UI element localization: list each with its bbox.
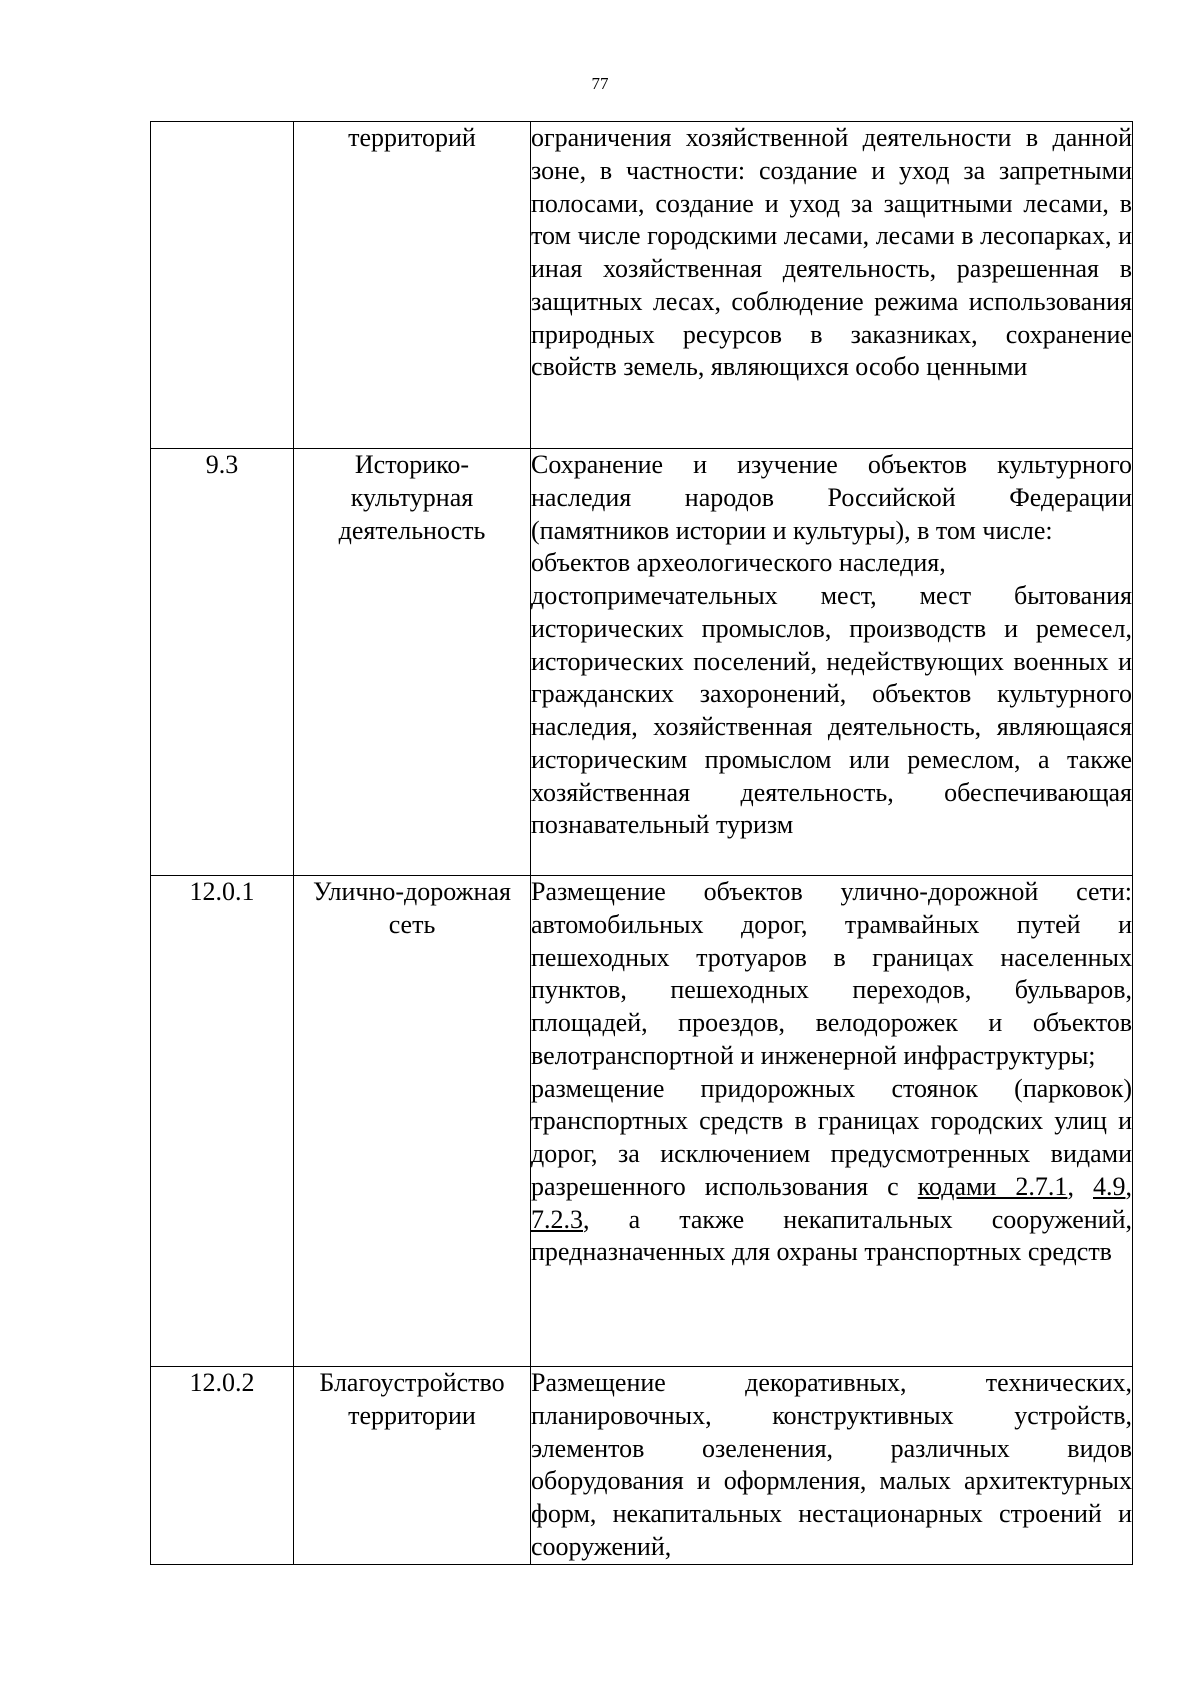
description-paragraph: ограничения хозяйственной деятельности в данной зоне, в частности: создание и уход за запретными полосами, создание и уход за защитными лесами, в том числе городскими лесами, лесами в лесопарках, и иная хозяйственная деятельность, разрешенная в защитных лесах, соблюдение режима использования природных ресурсов в заказниках, сохранение свойств земель, являющихся особо ценными	[531, 123, 1132, 382]
separator-text: ,	[1125, 1171, 1132, 1201]
description-paragraph: Размещение объектов улично-дорожной сети: автомобильных дорог, трамвайных путей и пешеходных тротуаров в границах населенных пунктов, пешеходных переходов, бульваров, площадей, проездов, велодорожек и объектов велотранспортной и инженерной инфраструктуры;	[531, 877, 1132, 1070]
row-name: Улично-дорожная сеть	[294, 876, 531, 1367]
row-name: Благоустройство территории	[294, 1367, 531, 1565]
code-link-2-7-1[interactable]: кодами 2.7.1	[917, 1171, 1068, 1201]
description-paragraph: достопримечательных мест, мест бытования исторических промыслов, производств и ремесел, исторических поселений, недействующих военных и гражданских захоронений, объектов культурного наследия, хозяйственная деятельность, являющаяся историческим промыслом или ремеслом, а также хозяйственная деятельность, обеспечивающая познавательный туризм	[531, 581, 1132, 840]
description-paragraph: объектов археологического наследия,	[531, 548, 946, 578]
row-name: Историко-культурная деятельность	[294, 449, 531, 876]
description-paragraph: Размещение декоративных, технических, планировочных, конструктивных устройств, элементов озеленения, различных видов оборудования и оформления, малых архитектурных форм, некапитальных нестационарных строений и сооружений,	[531, 1368, 1132, 1561]
separator-text: ,	[1067, 1171, 1093, 1201]
table-row	[151, 449, 1133, 876]
code-link-7-2-3[interactable]: 7.2.3	[531, 1204, 583, 1234]
description-text: размещение придорожных стоянок (парковок) транспортных средств в границах городских улиц и дорог, за исключением предусмотренных видами разрешенного использования с	[531, 1073, 1132, 1201]
page-number: 77	[591, 74, 609, 93]
row-code: 12.0.2	[151, 1367, 294, 1565]
description-text: , а также некапитальных сооружений, предназначенных для охраны транспортных средств	[531, 1204, 1132, 1267]
row-code: 12.0.1	[151, 876, 294, 1367]
description-paragraph: Сохранение и изучение объектов культурного наследия народов Российской Федерации (памятников истории и культуры), в том числе:	[531, 450, 1132, 545]
land-use-table	[150, 121, 1133, 1565]
row-code: 9.3	[151, 449, 294, 876]
row-name: территорий	[294, 122, 531, 449]
row-description	[531, 876, 1133, 1367]
table-row	[151, 122, 1133, 449]
table-row	[151, 876, 1133, 1367]
code-link-4-9[interactable]: 4.9	[1093, 1171, 1126, 1201]
row-description	[531, 1367, 1133, 1565]
row-description	[531, 449, 1133, 876]
row-description	[531, 122, 1133, 449]
description-paragraph	[531, 1073, 1132, 1270]
table-row	[151, 1367, 1133, 1565]
row-code	[151, 122, 294, 449]
